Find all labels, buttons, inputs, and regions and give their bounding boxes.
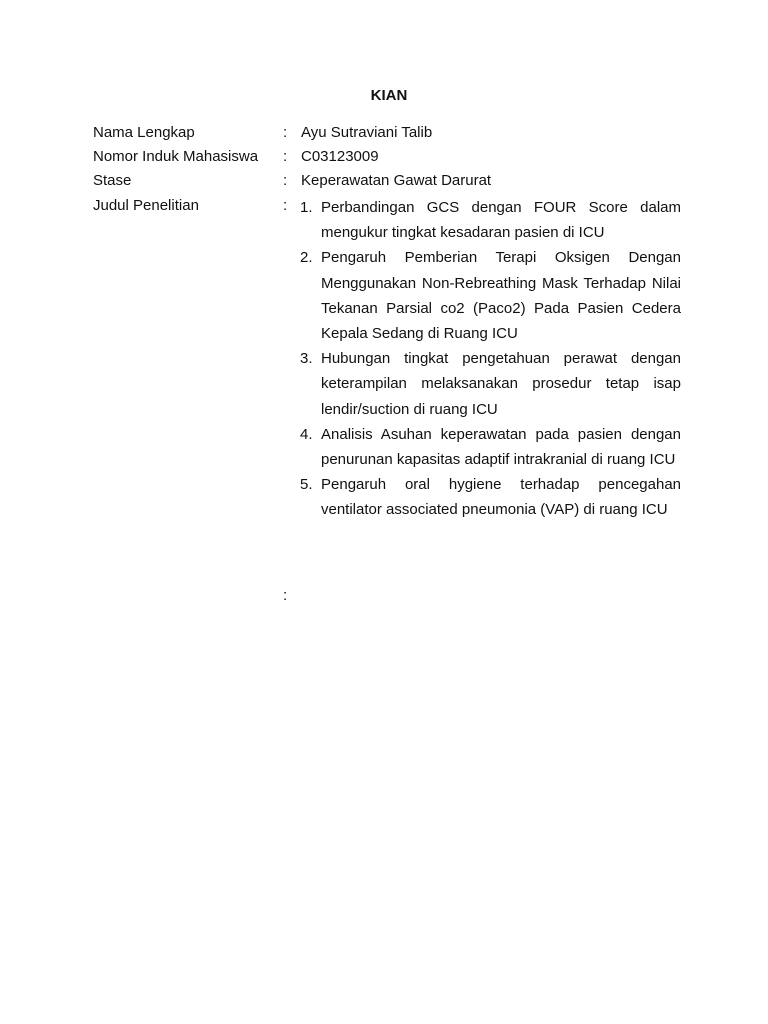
field-separator: : xyxy=(283,124,288,141)
list-item-number: 2. xyxy=(300,249,313,267)
list-item-text: Analisis Asuhan keperawatan pada pasien dengan penurunan kapasitas adaptif intrakranial di ruang ICU xyxy=(321,425,681,469)
field-row-nomor-induk xyxy=(93,147,683,167)
list-item xyxy=(300,245,681,346)
field-label: Nama Lengkap xyxy=(93,124,195,141)
field-separator: : xyxy=(283,197,288,214)
list-item-text: Hubungan tingkat pengetahuan perawat dengan keterampilan melaksanakan prosedur tetap isap lendir/suction di ruang ICU xyxy=(321,350,681,418)
list-item xyxy=(300,422,681,472)
list-item-number: 3. xyxy=(300,350,313,368)
list-item xyxy=(300,195,681,245)
trailing-separator: : xyxy=(283,587,288,604)
list-item xyxy=(300,472,681,522)
field-value: Ayu Sutraviani Talib xyxy=(301,124,433,141)
list-item-number: 4. xyxy=(300,425,313,443)
list-item-number: 5. xyxy=(300,476,313,494)
field-label: Nomor Induk Mahasiswa xyxy=(93,148,259,165)
document-title: KIAN xyxy=(370,87,408,104)
field-label: Stase xyxy=(93,172,132,189)
field-separator: : xyxy=(283,148,288,165)
field-label: Judul Penelitian xyxy=(93,197,199,214)
field-value: C03123009 xyxy=(301,148,379,165)
field-row-nama-lengkap xyxy=(93,123,683,143)
field-value: Keperawatan Gawat Darurat xyxy=(301,172,492,189)
list-item-text: Pengaruh oral hygiene terhadap pencegahan ventilator associated pneumonia (VAP) di ruang ICU xyxy=(321,476,681,519)
field-row-stase xyxy=(93,171,683,191)
list-item-number: 1. xyxy=(300,199,313,216)
research-title-list xyxy=(300,195,681,523)
list-item xyxy=(300,346,681,422)
field-separator: : xyxy=(283,172,288,189)
list-item-text: Perbandingan GCS dengan FOUR Score dalam mengukur tingkat kesadaran pasien di ICU xyxy=(321,199,681,242)
list-item-text: Pengaruh Pemberian Terapi Oksigen Dengan Menggunakan Non-Rebreathing Mask Terhadap Nilai Tekanan Parsial co2 (Paco2) Pada Pasien Cedera Kepala Sedang di Ruang ICU xyxy=(321,249,681,343)
